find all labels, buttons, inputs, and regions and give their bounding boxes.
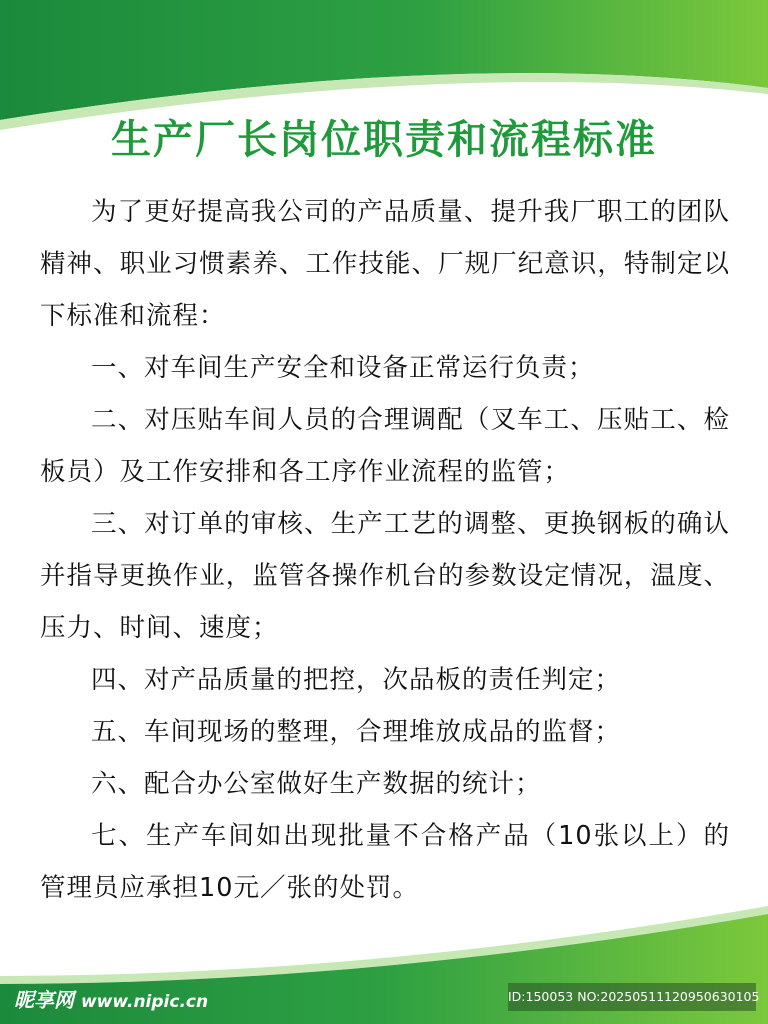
duty-item-4: 四、对产品质量的把控，次品板的责任判定； bbox=[91, 665, 622, 695]
watermark-url: www.nipic.cn bbox=[80, 992, 209, 1012]
intro-paragraph: 为了更好提高我公司的产品质量、提升我厂职工的团队精神、职业习惯素养、工作技能、厂规厂纪意识，特制定以下标准和流程： bbox=[40, 197, 730, 331]
page-title: 生产厂长岗位职责和流程标准 bbox=[111, 117, 657, 163]
duty-item-2: 二、对压贴车间人员的合理调配（叉车工、压贴工、检板员）及工作安排和各工序作业流程的监管； bbox=[40, 405, 730, 487]
content-body bbox=[40, 186, 730, 914]
watermark-brand-name: 昵享网 bbox=[14, 988, 74, 1012]
duty-item-1: 一、对车间生产安全和设备正常运行负责； bbox=[91, 353, 595, 383]
duty-item-3: 三、对订单的审核、生产工艺的调整、更换钢板的确认并指导更换作业，监管各操作机台的参数设定情况，温度、压力、时间、速度； bbox=[40, 509, 730, 643]
duty-item-5: 五、车间现场的整理，合理堆放成品的监督； bbox=[91, 717, 622, 747]
watermark-brand bbox=[14, 984, 208, 1013]
duty-item-7: 七、生产车间如出现批量不合格产品（10张以上）的管理员应承担10元／张的处罚。 bbox=[40, 821, 730, 903]
duty-item-6: 六、配合办公室做好生产数据的统计； bbox=[91, 769, 542, 799]
watermark-id: ID:150053 NO:20250511120950630105 bbox=[508, 983, 756, 1011]
